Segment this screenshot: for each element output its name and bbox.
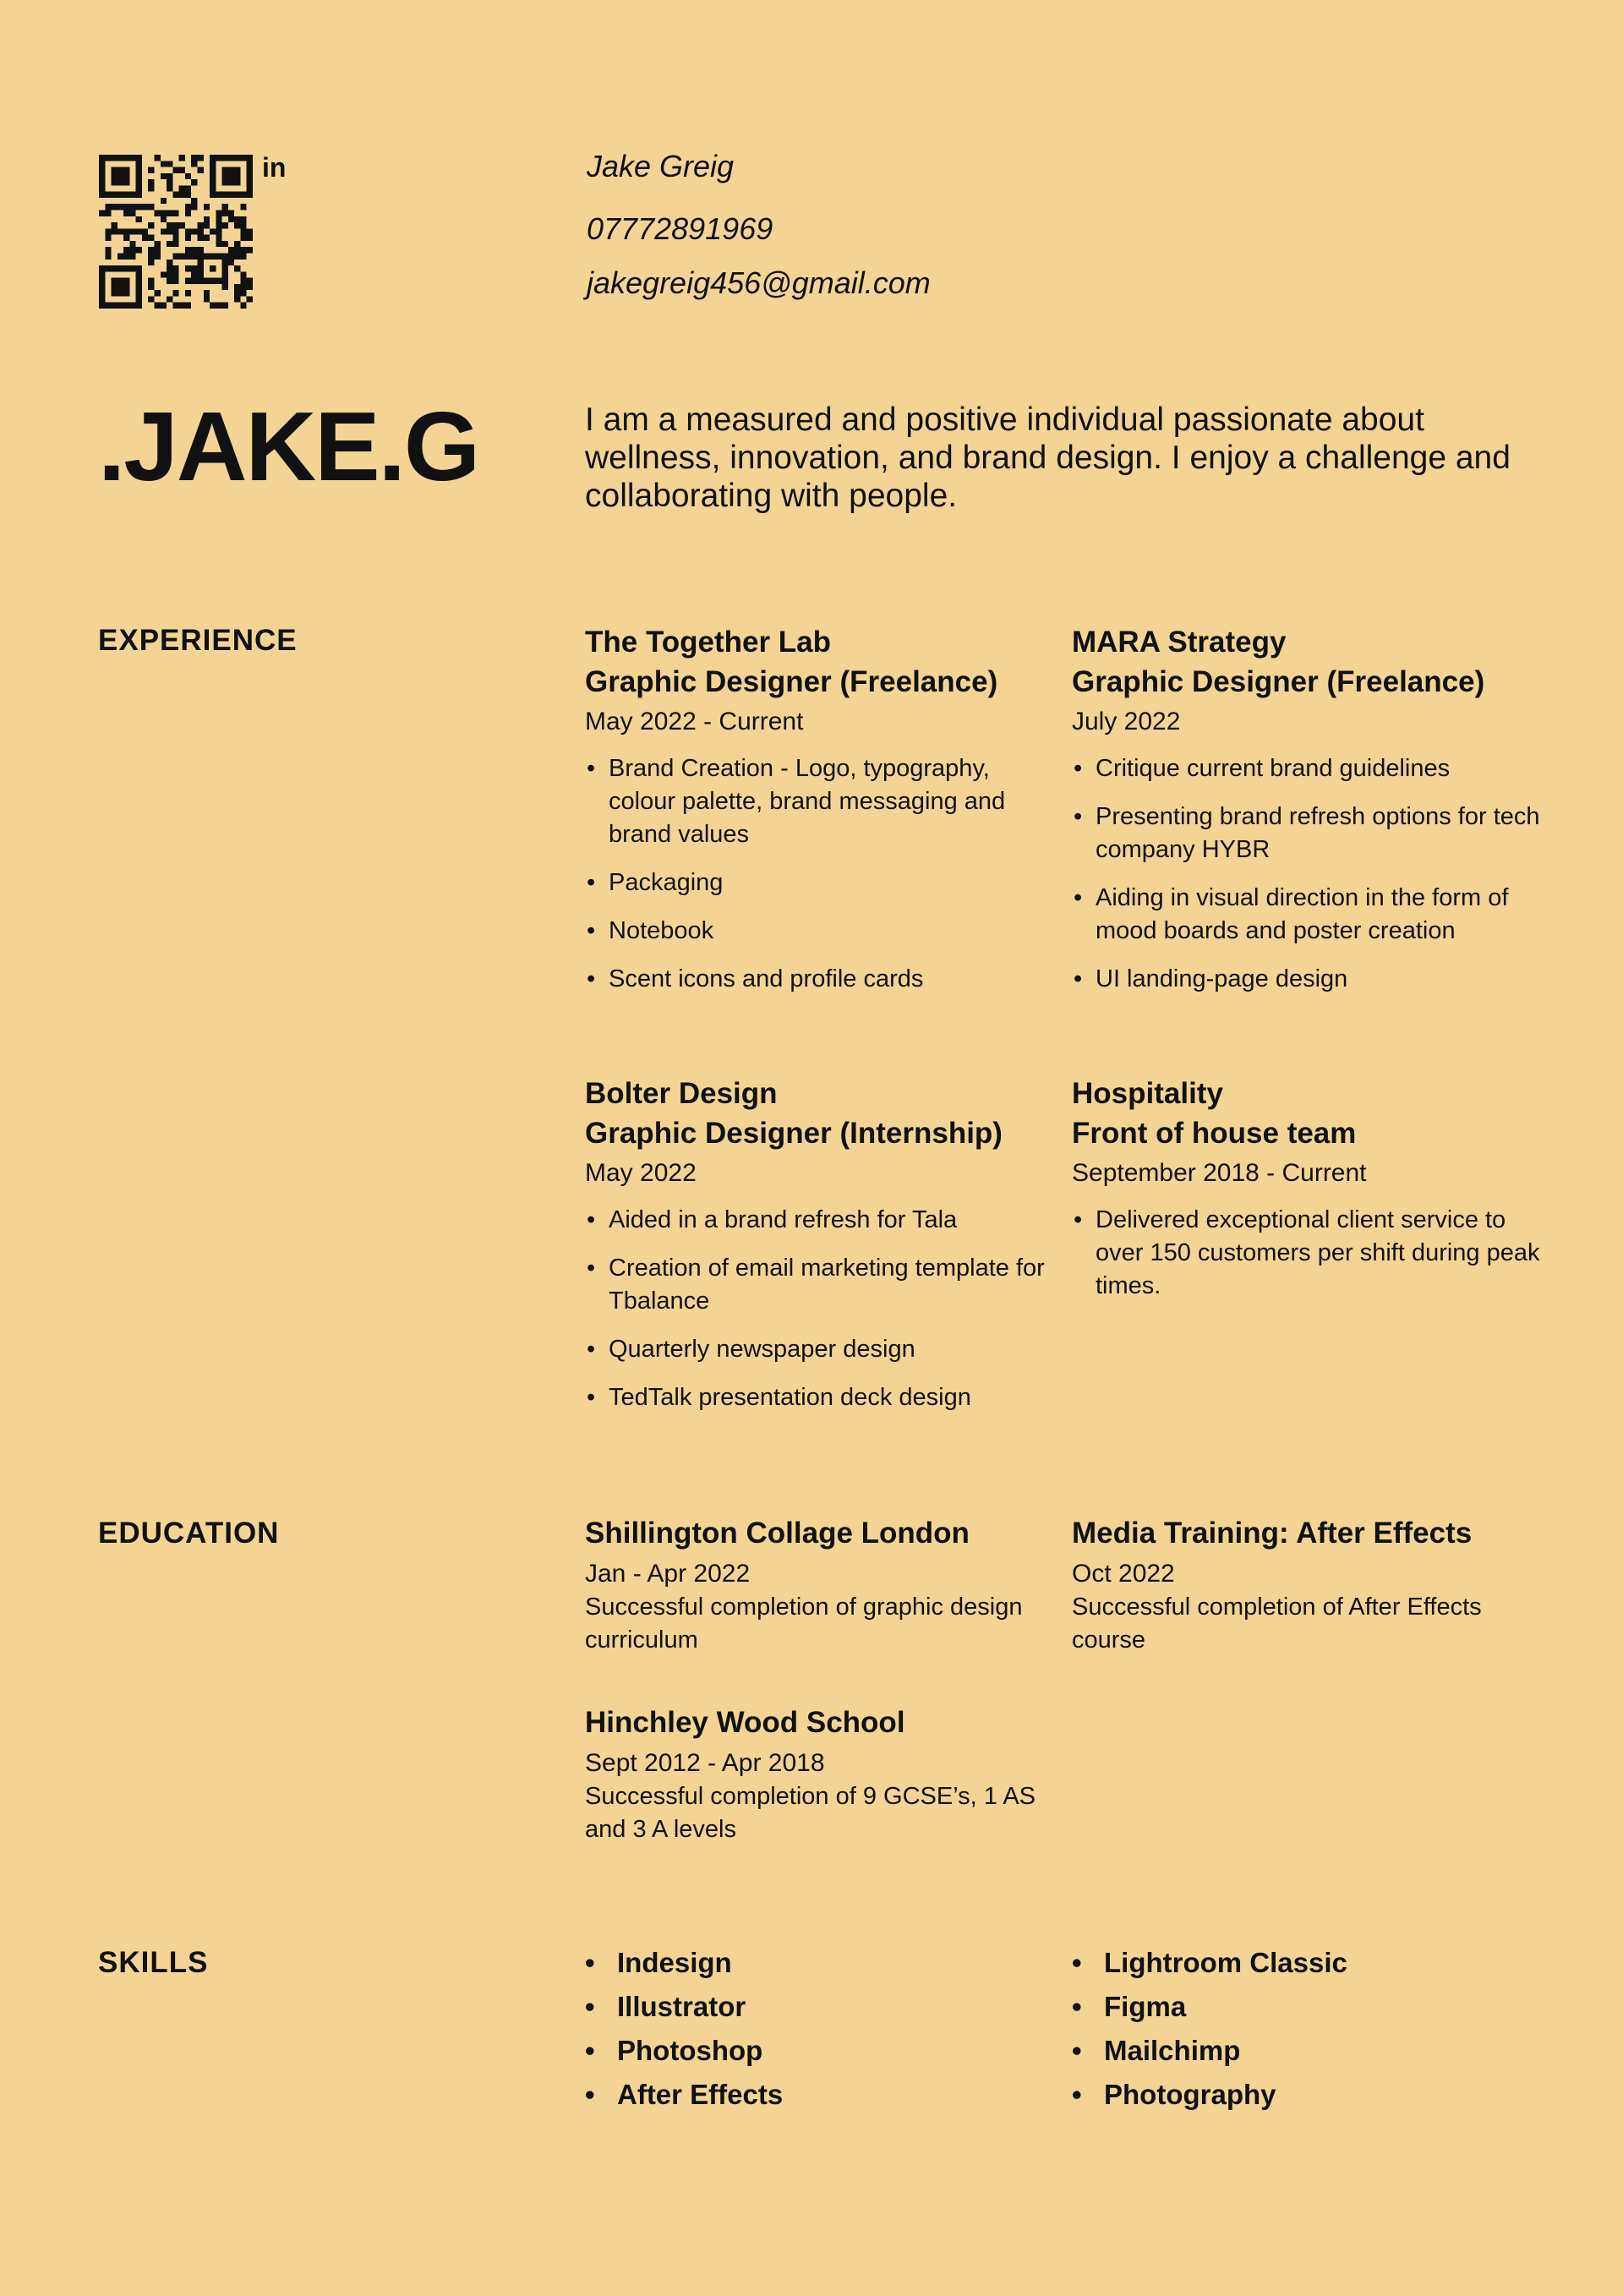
skill-item: • Mailchimp (1072, 2029, 1347, 2073)
skill-item: • Lightroom Classic (1072, 1941, 1347, 1985)
job-bullet: • Critique current brand guidelines (1072, 752, 1545, 785)
education-desc: Successful completion of After Effects course (1072, 1594, 1482, 1654)
section-label-skills: SKILLS (98, 1946, 209, 1979)
job-bullet: • Notebook (585, 915, 1058, 948)
job-company: The Together Lab (585, 626, 832, 659)
skills-list-right (1072, 1941, 1347, 2117)
linkedin-qr-code[interactable] (98, 155, 254, 309)
education-school: Shillington Collage London (585, 1517, 970, 1550)
job-bullet: • Creation of email marketing template for Tbalance (585, 1252, 1058, 1318)
skills-list-left (585, 1941, 783, 2117)
job-company: Bolter Design (585, 1077, 778, 1110)
education-hinchley-wood (585, 1704, 1058, 1846)
skill-item: • Figma (1072, 1985, 1347, 2029)
job-mara-strategy (1072, 622, 1545, 1011)
contact-name: Jake Greig (587, 149, 735, 183)
job-bullet: • Scent icons and profile cards (585, 963, 1058, 996)
education-after-effects (1072, 1515, 1545, 1657)
job-bullet: • Brand Creation - Logo, typography, colour palette, brand messaging and brand values (585, 752, 1058, 851)
education-date: Sept 2012 - Apr 2018 (585, 1749, 825, 1777)
job-date: July 2022 (1072, 708, 1181, 735)
education-desc: Successful completion of graphic design curriculum (585, 1594, 1023, 1654)
contact-phone[interactable]: 07772891969 (587, 211, 773, 246)
education-shillington (585, 1515, 1058, 1657)
job-bullet: • Aided in a brand refresh for Tala (585, 1204, 1058, 1237)
job-date: May 2022 (585, 1159, 697, 1187)
job-date: September 2018 - Current (1072, 1159, 1367, 1187)
job-role: Graphic Designer (Freelance) (1072, 665, 1485, 698)
job-bullet: • Quarterly newspaper design (585, 1333, 1058, 1366)
job-role: Graphic Designer (Internship) (585, 1117, 1003, 1150)
section-label-experience: EXPERIENCE (98, 624, 298, 657)
education-date: Oct 2022 (1072, 1560, 1175, 1588)
skill-item: • Photography (1072, 2073, 1347, 2117)
job-role: Front of house team (1072, 1117, 1357, 1150)
job-role: Graphic Designer (Freelance) (585, 665, 998, 698)
skill-item: • Illustrator (585, 1985, 783, 2029)
section-label-education: EDUCATION (98, 1517, 280, 1550)
job-company: MARA Strategy (1072, 626, 1287, 659)
job-bullets (585, 1204, 1058, 1414)
job-bullets (585, 752, 1058, 996)
job-bullet: • Delivered exceptional client service to over 150 customers per shift during peak times. (1072, 1204, 1545, 1303)
job-bullet: • UI landing-page design (1072, 963, 1545, 996)
job-hospitality (1072, 1074, 1545, 1318)
job-bullet: • TedTalk presentation deck design (585, 1381, 1058, 1414)
job-the-together-lab (585, 622, 1058, 1011)
skill-item: • Indesign (585, 1941, 783, 1985)
education-desc: Successful completion of 9 GCSE’s, 1 AS and 3 A levels (585, 1783, 1036, 1843)
intro-statement: I am a measured and positive individual passionate about wellness, innovation, and brand design. I enjoy a challenge and collaborating with people. (585, 402, 1511, 514)
job-bolter-design (585, 1074, 1058, 1430)
contact-email[interactable]: jakegreig456@gmail.com (587, 265, 931, 300)
education-date: Jan - Apr 2022 (585, 1560, 751, 1588)
logo-wordmark: .JAKE.G (98, 391, 479, 501)
job-bullet: • Presenting brand refresh options for tech company HYBR (1072, 801, 1545, 866)
job-date: May 2022 - Current (585, 708, 804, 735)
job-bullets (1072, 1204, 1545, 1303)
education-school: Hinchley Wood School (585, 1706, 905, 1739)
job-company: Hospitality (1072, 1077, 1223, 1110)
skill-item: • After Effects (585, 2073, 783, 2117)
linkedin-icon: in (262, 152, 287, 183)
job-bullet: • Packaging (585, 866, 1058, 899)
skill-item: • Photoshop (585, 2029, 783, 2073)
job-bullet: • Aiding in visual direction in the form of mood boards and poster creation (1072, 882, 1545, 948)
job-bullets (1072, 752, 1545, 996)
education-school: Media Training: After Effects (1072, 1517, 1473, 1550)
